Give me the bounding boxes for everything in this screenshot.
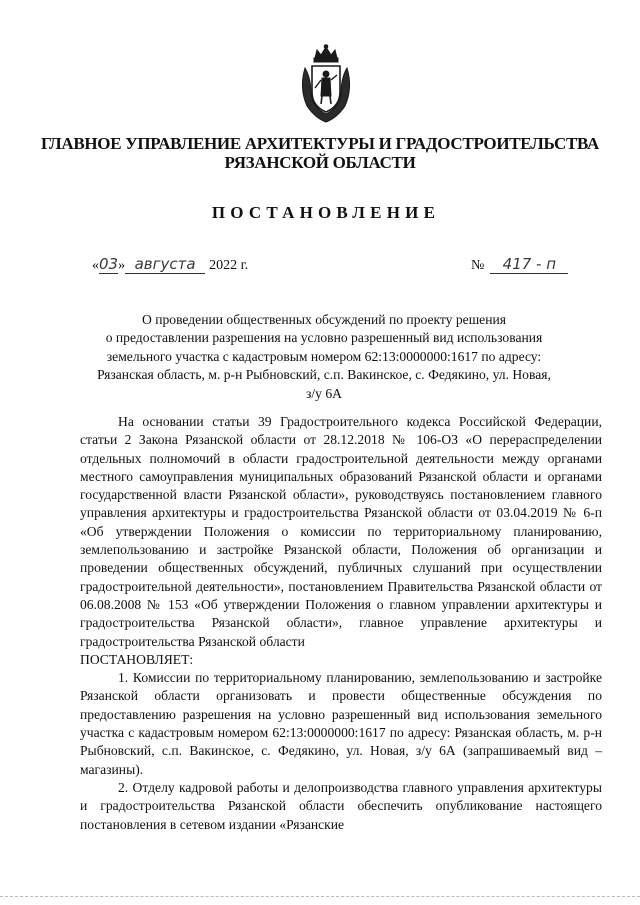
number-prefix: №	[471, 258, 485, 273]
subject-line-2: о предоставлении разрешения на условно разрешенный вид использования	[105, 330, 543, 346]
subject-line-5: з/у 6А	[306, 385, 342, 401]
document-body	[80, 413, 602, 834]
document-number	[471, 255, 568, 274]
body-item-2: 2. Отделу кадровой работы и делопроизводства главного управления архитектуры и градостроительства Рязанской области обеспечить опубликование настоящего постановления в сетевом издании «Рязанские	[80, 779, 602, 832]
date-year: 2022 г.	[209, 258, 249, 273]
document-type: ПОСТАНОВЛЕНИЕ	[211, 203, 441, 222]
subject-line-4: Рязанская область, м. р-н Рыбновский, с.п. Вакинское, с. Федякино, ул. Новая,	[97, 367, 551, 383]
body-item-1: 1. Комиссии по территориальному планированию, землепользованию и застройке Рязанской области организовать и провести общественные обсуждения по предоставлению разрешения на условно разрешенный вид использования земельного участка с кадастровым номером 62:13:0000000:1617 по адресу: Рязанская область, м. р-н Рыбновский, с.п. Вакинское, с. Федякино, ул. Новая, з/у 6А (запрашиваемый вид – магазины).	[80, 670, 602, 777]
organization-title-line-1: ГЛАВНОЕ УПРАВЛЕНИЕ АРХИТЕКТУРЫ И ГРАДОСТРОИТЕЛЬСТВА	[41, 134, 599, 153]
body-preamble: На основании статьи 39 Градостроительного кодекса Российской Федерации, статьи 2 Закона Рязанской области от 28.12.2018 № 106-ОЗ «О перераспределении отдельных полномочий в области градостроительной деятельности между органами местного самоуправления муниципальных образований Рязанской области и органами государственной власти Рязанской области», руководствуясь постановлением главного управления архитектуры и градостроительства Рязанской области от 03.04.2019 № 6-п «Об утверждении Положения о комиссии по территориальному планированию, землепользованию и застройке Рязанской области, Положения об организации и проведении общественных обсуждений, публичных слушаний при осуществлении градостроительной деятельности», постановлением Правительства Рязанской области от 06.08.2008 № 153 «Об утверждении Положения о главном управлении архитектуры и градостроительства Рязанской области», главное управление архитектуры и градостроительства Рязанской области	[80, 414, 602, 649]
body-decree: ПОСТАНОВЛЯЕТ:	[80, 651, 194, 667]
organization-title-line-2: РЯЗАНСКОЙ ОБЛАСТИ	[224, 153, 416, 172]
subject-line-1: О проведении общественных обсуждений по проекту решения	[141, 312, 507, 327]
date-month: августа	[125, 255, 205, 274]
subject-line-3: земельного участка с кадастровым номером 62:13:0000000:1617 по адресу:	[106, 348, 542, 364]
date-day: 03	[99, 255, 119, 273]
number-value: 417 - п	[490, 255, 568, 274]
date-close-quote: »	[118, 258, 126, 273]
date-open-quote: «	[92, 258, 99, 273]
organization-title	[40, 134, 600, 172]
document-subject	[80, 311, 568, 403]
scan-edge-divider	[0, 896, 640, 897]
document-date	[92, 255, 248, 274]
ryazan-coat-of-arms-icon	[295, 44, 357, 124]
